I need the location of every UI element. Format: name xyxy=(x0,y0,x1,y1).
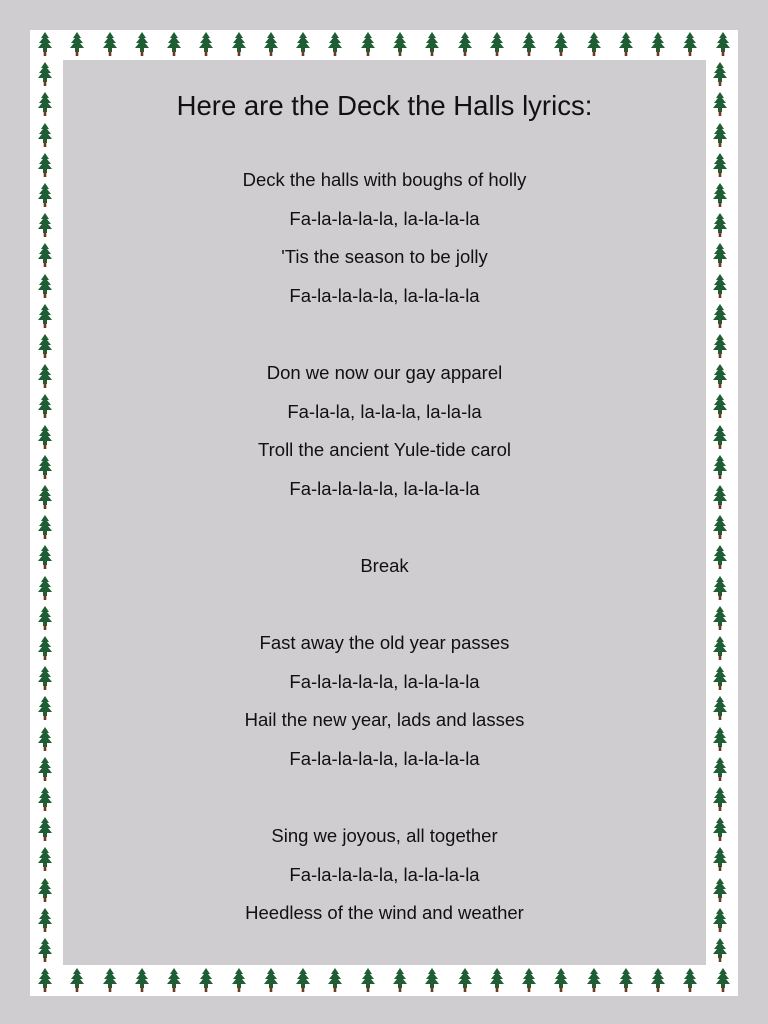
pine-tree-icon xyxy=(36,514,54,540)
pine-tree-icon xyxy=(326,967,344,993)
pine-tree-icon xyxy=(711,182,729,208)
pine-tree-icon xyxy=(36,31,54,57)
pine-tree-icon xyxy=(617,31,635,57)
pine-tree-icon xyxy=(711,726,729,752)
pine-tree-icon xyxy=(101,967,119,993)
pine-tree-icon xyxy=(711,454,729,480)
pine-tree-icon xyxy=(649,31,667,57)
pine-tree-icon xyxy=(711,242,729,268)
lyric-line: Break xyxy=(360,554,409,576)
pine-tree-icon xyxy=(711,152,729,178)
pine-tree-icon xyxy=(36,695,54,721)
pine-tree-icon xyxy=(585,967,603,993)
pine-tree-icon xyxy=(230,31,248,57)
lyrics-body xyxy=(63,161,706,933)
lyric-line: Fa-la-la-la-la, la-la-la-la xyxy=(289,477,480,499)
pine-tree-icon xyxy=(456,967,474,993)
pine-tree-icon xyxy=(711,605,729,631)
pine-tree-icon xyxy=(711,816,729,842)
pine-tree-icon xyxy=(711,786,729,812)
pine-tree-icon xyxy=(197,967,215,993)
pine-tree-icon xyxy=(36,846,54,872)
pine-tree-icon xyxy=(36,726,54,752)
pine-tree-icon xyxy=(456,31,474,57)
pine-tree-icon xyxy=(711,665,729,691)
pine-tree-icon xyxy=(36,424,54,450)
pine-tree-icon xyxy=(711,363,729,389)
pine-tree-icon xyxy=(711,635,729,661)
pine-tree-icon xyxy=(68,967,86,993)
pine-tree-icon xyxy=(359,31,377,57)
pine-tree-icon xyxy=(488,967,506,993)
pine-tree-icon xyxy=(711,424,729,450)
pine-tree-icon xyxy=(423,967,441,993)
lyric-line: Don we now our gay apparel xyxy=(266,361,503,383)
pine-tree-icon xyxy=(552,31,570,57)
pine-tree-icon xyxy=(36,484,54,510)
pine-tree-icon xyxy=(36,877,54,903)
lyric-line: Heedless of the wind and weather xyxy=(245,902,524,924)
pine-tree-icon xyxy=(711,61,729,87)
pine-tree-icon xyxy=(36,635,54,661)
lyric-line: Fa-la-la-la-la, la-la-la-la xyxy=(289,863,480,885)
pine-tree-icon xyxy=(197,31,215,57)
pine-tree-icon xyxy=(585,31,603,57)
pine-tree-icon xyxy=(36,393,54,419)
pine-tree-icon xyxy=(711,273,729,299)
pine-tree-icon xyxy=(36,544,54,570)
lyric-line: Fa-la-la-la-la, la-la-la-la xyxy=(289,207,480,229)
pine-tree-icon xyxy=(520,967,538,993)
pine-tree-icon xyxy=(36,182,54,208)
pine-tree-icon xyxy=(36,61,54,87)
pine-tree-icon xyxy=(681,967,699,993)
pine-tree-icon xyxy=(36,937,54,963)
pine-tree-icon xyxy=(714,967,732,993)
pine-tree-icon xyxy=(711,514,729,540)
pine-tree-icon xyxy=(230,967,248,993)
pine-tree-icon xyxy=(391,967,409,993)
pine-tree-icon xyxy=(36,273,54,299)
pine-tree-icon xyxy=(262,967,280,993)
pine-tree-icon xyxy=(36,816,54,842)
lyric-line: Deck the halls with boughs of holly xyxy=(242,169,527,190)
pine-tree-icon xyxy=(36,303,54,329)
pine-tree-icon xyxy=(326,31,344,57)
pine-tree-icon xyxy=(36,665,54,691)
pine-tree-icon xyxy=(36,122,54,148)
lyric-line: Troll the ancient Yule-tide carol xyxy=(258,439,511,461)
pine-tree-icon xyxy=(36,756,54,782)
pine-tree-icon xyxy=(617,967,635,993)
lyric-line: Fast away the old year passes xyxy=(259,632,510,654)
page-title: Here are the Deck the Halls lyrics: xyxy=(176,90,593,121)
pine-tree-icon xyxy=(711,303,729,329)
lyric-line: Fa-la-la-la-la, la-la-la-la xyxy=(289,670,480,692)
pine-tree-icon xyxy=(36,91,54,117)
stanza-gap xyxy=(63,779,706,818)
pine-tree-icon xyxy=(649,967,667,993)
pine-tree-icon xyxy=(36,454,54,480)
pine-tree-icon xyxy=(36,907,54,933)
lyric-line: 'Tis the season to be jolly xyxy=(281,246,488,268)
pine-tree-icon xyxy=(711,907,729,933)
pine-tree-icon xyxy=(36,333,54,359)
pine-tree-icon xyxy=(520,31,538,57)
pine-tree-icon xyxy=(711,393,729,419)
pine-tree-icon xyxy=(165,967,183,993)
pine-tree-icon xyxy=(711,333,729,359)
pine-tree-icon xyxy=(711,695,729,721)
pine-tree-icon xyxy=(488,31,506,57)
stanza-gap xyxy=(63,586,706,625)
lyric-line: Fa-la-la, la-la-la, la-la-la xyxy=(287,400,482,422)
pine-tree-icon xyxy=(711,484,729,510)
lyric-line: Fa-la-la-la-la, la-la-la-la xyxy=(289,284,480,306)
pine-tree-icon xyxy=(711,91,729,117)
pine-tree-icon xyxy=(36,786,54,812)
pine-tree-icon xyxy=(294,967,312,993)
pine-tree-icon xyxy=(101,31,119,57)
pine-tree-icon xyxy=(714,31,732,57)
pine-tree-icon xyxy=(133,31,151,57)
pine-tree-icon xyxy=(262,31,280,57)
pine-tree-icon xyxy=(36,152,54,178)
pine-tree-icon xyxy=(681,31,699,57)
pine-tree-icon xyxy=(711,212,729,238)
pine-tree-icon xyxy=(36,363,54,389)
pine-tree-icon xyxy=(711,122,729,148)
pine-tree-icon xyxy=(423,31,441,57)
pine-tree-icon xyxy=(36,605,54,631)
pine-tree-icon xyxy=(711,846,729,872)
lyric-line: Sing we joyous, all together xyxy=(271,825,498,847)
pine-tree-icon xyxy=(36,212,54,238)
pine-tree-icon xyxy=(711,877,729,903)
pine-tree-icon xyxy=(36,967,54,993)
pine-tree-icon xyxy=(711,937,729,963)
lyric-line: Hail the new year, lads and lasses xyxy=(244,709,525,731)
lyric-line: Fa-la-la-la-la, la-la-la-la xyxy=(289,747,480,769)
stanza-gap xyxy=(63,508,706,547)
pine-tree-icon xyxy=(68,31,86,57)
pine-tree-icon xyxy=(133,967,151,993)
stanza-gap xyxy=(63,315,706,354)
pine-tree-icon xyxy=(165,31,183,57)
pine-tree-icon xyxy=(711,575,729,601)
pine-tree-icon xyxy=(36,575,54,601)
pine-tree-icon xyxy=(359,967,377,993)
pine-tree-icon xyxy=(294,31,312,57)
pine-tree-icon xyxy=(36,242,54,268)
pine-tree-icon xyxy=(391,31,409,57)
pine-tree-icon xyxy=(552,967,570,993)
pine-tree-icon xyxy=(711,544,729,570)
pine-tree-icon xyxy=(711,756,729,782)
